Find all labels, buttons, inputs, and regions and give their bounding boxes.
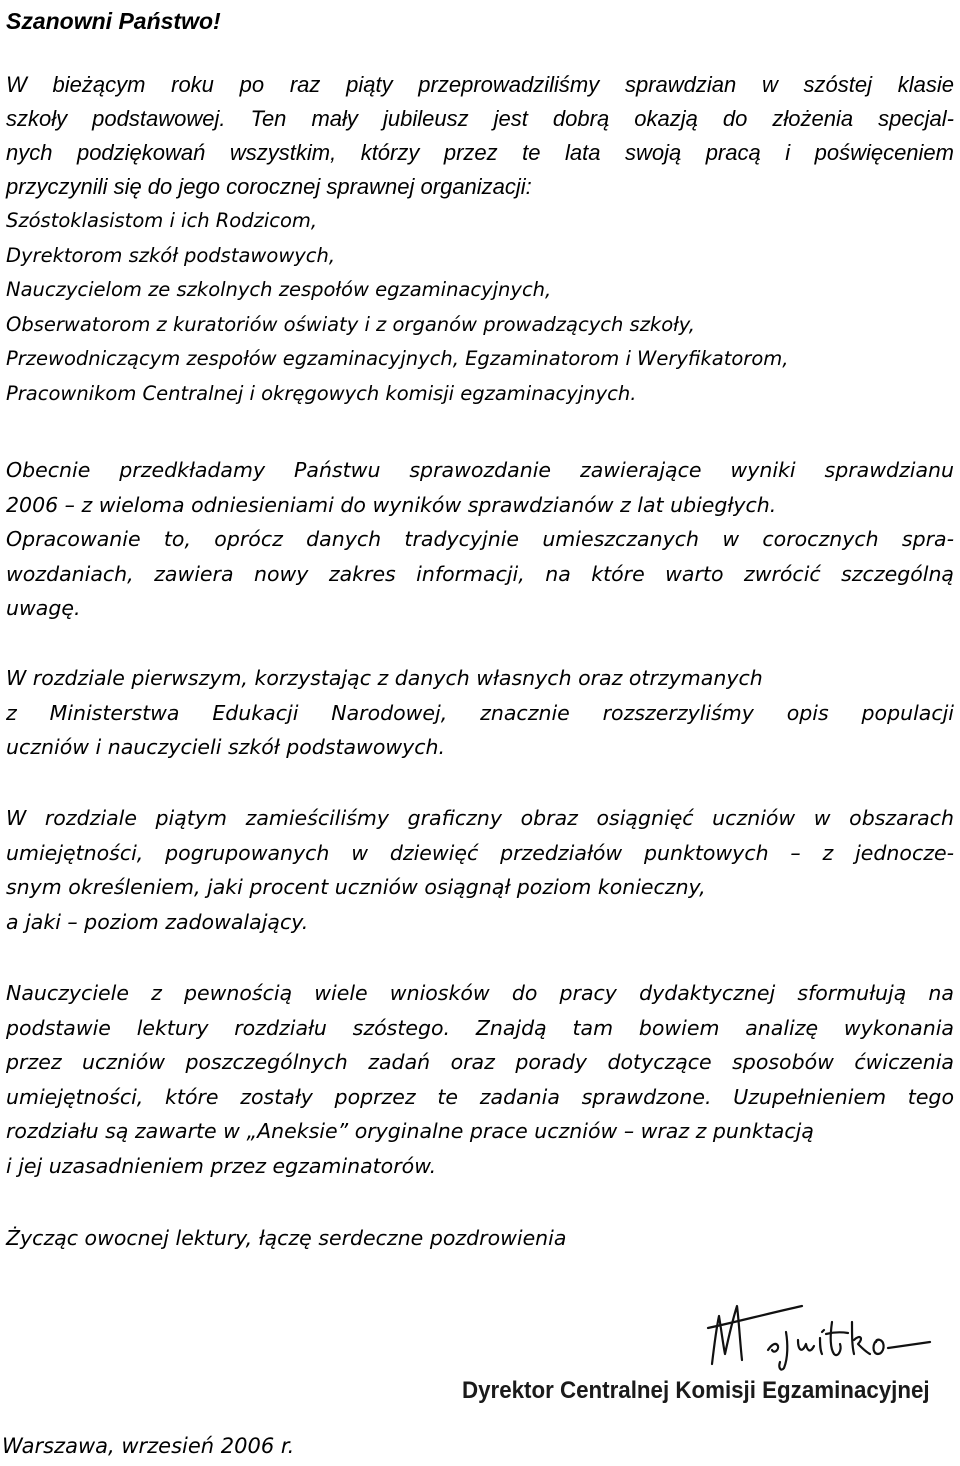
place-date: Warszawa, wrzesień 2006 r. <box>2 1434 295 1458</box>
chapter6-line: umiejętności, które zostały poprzez te zadania sprawdzone. Uzupełnieniem tego <box>6 1084 954 1109</box>
chapter1-line: z Ministerstwa Edukacji Narodowej, znacznie rozszerzyliśmy opis populacji <box>6 700 954 725</box>
intro-line: szkoły podstawowej. Ten mały jubileusz jest dobrą okazją do złożenia specjal- <box>6 106 954 131</box>
thanks-list-item: Obserwatorom z kuratoriów oświaty i z organów prowadzących szkoły, <box>6 312 695 336</box>
thanks-list-item: Dyrektorom szkół podstawowych, <box>6 243 336 267</box>
chapter1-line: uczniów i nauczycieli szkół podstawowych. <box>6 735 446 759</box>
intro-line: przyczynili się do jego corocznej sprawnej organizacji: <box>6 174 532 199</box>
closing-paragraph <box>6 1221 954 1256</box>
report-line: Obecnie przedkładamy Państwu sprawozdanie zawierające wyniki sprawdzianu <box>6 458 954 482</box>
thanks-list-item: Nauczycielom ze szkolnych zespołów egzaminacyjnych, <box>6 278 552 301</box>
report-line: uwagę. <box>6 596 81 620</box>
intro-paragraph <box>6 68 954 204</box>
chapter5-paragraph <box>6 801 954 939</box>
thanks-list-item: Przewodniczącym zespołów egzaminacyjnych, Egzaminatorom i Weryfikatorom, <box>6 347 789 370</box>
report-line: 2006 – z wieloma odniesieniami do wyników sprawdzianów z lat ubiegłych. <box>6 492 777 517</box>
chapter6-line: rozdziału są zawarte w „Aneksie” oryginalne prace uczniów – wraz z punktacją <box>6 1119 814 1143</box>
chapter1-line: W rozdziale pierwszym, korzystając z danych własnych oraz otrzymanych <box>6 666 763 690</box>
thanks-list-item: Pracownikom Centralnej i okręgowych komisji egzaminacyjnych. <box>6 381 637 405</box>
report-line: wozdaniach, zawiera nowy zakres informacji, na które warto zwrócić szczególną <box>6 561 954 586</box>
closing-line: Życząc owocnej lektury, łączę serdeczne pozdrowienia <box>6 1226 567 1250</box>
chapter5-line: snym określeniem, jaki procent uczniów osiągnął poziom konieczny, <box>6 875 706 899</box>
report-paragraph <box>6 453 954 626</box>
thanks-list-item: Szóstoklasistom i ich Rodzicom, <box>6 209 318 232</box>
signer-title: Dyrektor Centralnej Komisji Egzaminacyjnej <box>462 1377 930 1404</box>
chapter1-paragraph <box>6 661 954 765</box>
handwritten-signature-icon <box>706 1292 936 1372</box>
thanks-list <box>6 204 954 411</box>
intro-line: W bieżącym roku po raz piąty przeprowadziliśmy sprawdzian w szóstej klasie <box>6 72 954 97</box>
chapter5-line: a jaki – poziom zadowalający. <box>6 909 309 934</box>
chapter6-line: i jej uzasadnieniem przez egzaminatorów. <box>6 1153 437 1178</box>
chapter5-line: W rozdziale piątym zamieściliśmy graficzny obraz osiągnięć uczniów w obszarach <box>6 806 954 830</box>
intro-line: nych podziękowań wszystkim, którzy przez te lata swoją pracą i poświęceniem <box>6 140 954 165</box>
report-line: Opracowanie to, oprócz danych tradycyjnie umieszczanych w corocznych spra- <box>6 527 954 551</box>
chapter6-line: podstawie lektury rozdziału szóstego. Znajdą tam bowiem analizę wykonania <box>6 1015 954 1040</box>
chapter6-paragraph <box>6 976 954 1183</box>
letter-greeting: Szanowni Państwo! <box>6 8 221 34</box>
chapter6-line: przez uczniów poszczególnych zadań oraz porady dotyczące sposobów ćwiczenia <box>6 1050 954 1074</box>
chapter6-line: Nauczyciele z pewnością wiele wniosków do pracy dydaktycznej sformułują na <box>6 981 954 1005</box>
chapter5-line: umiejętności, pogrupowanych w dziewięć przedziałów punktowych – z jednocze- <box>6 840 954 865</box>
